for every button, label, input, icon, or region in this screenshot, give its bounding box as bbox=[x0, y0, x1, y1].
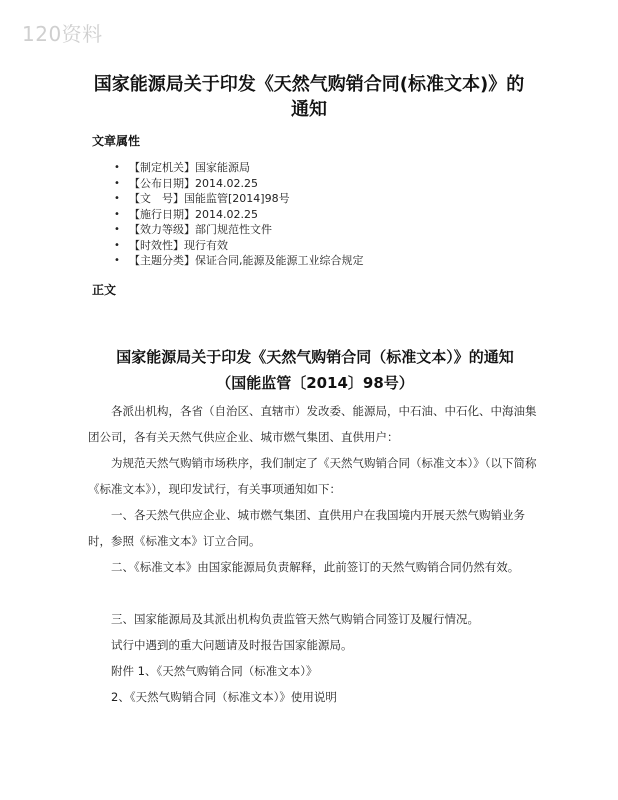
attribute-text: 【效力等级】部门规范性文件 bbox=[129, 223, 272, 236]
attribute-item bbox=[114, 160, 364, 176]
attribute-text: 【公布日期】2014.02.25 bbox=[129, 176, 258, 190]
attribute-text: 【时效性】现行有效 bbox=[129, 238, 228, 252]
attribute-text: 【施行日期】2014.02.25 bbox=[129, 207, 258, 221]
paragraph-item-2: 二、《标准文本》由国家能源局负责解释，此前签订的天然气购销合同仍然有效。 bbox=[111, 560, 520, 574]
bullet-icon: • bbox=[114, 255, 120, 266]
bullet-icon: • bbox=[114, 177, 120, 189]
bullet-icon: • bbox=[114, 224, 120, 235]
bullet-icon: • bbox=[114, 162, 120, 173]
attribute-text: 【制定机关】国家能源局 bbox=[129, 161, 250, 174]
paragraph-item-1: 一、各天然气供应企业、城市燃气集团、直供用户在我国境内开展天然气购销业务时，参照《标准文本》订立合同。 bbox=[88, 508, 525, 548]
body-title-line1: 国家能源局关于印发《天然气购销合同（标准文本）》的通知 bbox=[116, 348, 514, 366]
attribute-item bbox=[114, 207, 364, 223]
attribute-item bbox=[114, 238, 364, 254]
body-title bbox=[60, 344, 570, 396]
paragraph-attachment-1: 附件 1、《天然气购销合同（标准文本）》 bbox=[111, 664, 318, 678]
paragraph-report: 试行中遇到的重大问题请及时报告国家能源局。 bbox=[111, 638, 353, 652]
body-title-line2: （国能监管〔2014〕98号） bbox=[216, 374, 414, 392]
attribute-item bbox=[114, 191, 364, 207]
watermark: 120资料 bbox=[22, 22, 103, 46]
document-title-line2: 通知 bbox=[291, 99, 327, 120]
paragraph-addressees: 各派出机构，各省（自治区、直辖市）发改委、能源局，中石油、中石化、中海油集团公司，各有关天然气供应企业、城市燃气集团、直供用户： bbox=[88, 404, 537, 444]
attribute-item bbox=[114, 253, 364, 269]
attribute-text: 【文 号】国能监管[2014]98号 bbox=[129, 192, 290, 205]
attributes-list bbox=[114, 160, 364, 269]
document-title-line1: 国家能源局关于印发《天然气购销合同(标准文本)》的 bbox=[93, 74, 525, 95]
attribute-item bbox=[114, 176, 364, 192]
document-title bbox=[60, 72, 558, 122]
paragraph-item-3: 三、国家能源局及其派出机构负责监管天然气购销合同签订及履行情况。 bbox=[111, 612, 479, 626]
paragraph-attachment-2: 2、《天然气购销合同（标准文本）》使用说明 bbox=[111, 690, 337, 704]
body-heading: 正文 bbox=[92, 283, 117, 297]
attributes-heading: 文章属性 bbox=[92, 134, 141, 148]
paragraph-intro: 为规范天然气购销市场秩序，我们制定了《天然气购销合同（标准文本）》（以下简称《标准文本》），现印发试行，有关事项通知如下： bbox=[88, 456, 537, 496]
bullet-icon: • bbox=[114, 239, 120, 251]
bullet-icon: • bbox=[114, 208, 120, 220]
attribute-item bbox=[114, 222, 364, 238]
bullet-icon: • bbox=[114, 193, 120, 204]
attribute-text: 【主题分类】保证合同,能源及能源工业综合规定 bbox=[129, 254, 364, 267]
